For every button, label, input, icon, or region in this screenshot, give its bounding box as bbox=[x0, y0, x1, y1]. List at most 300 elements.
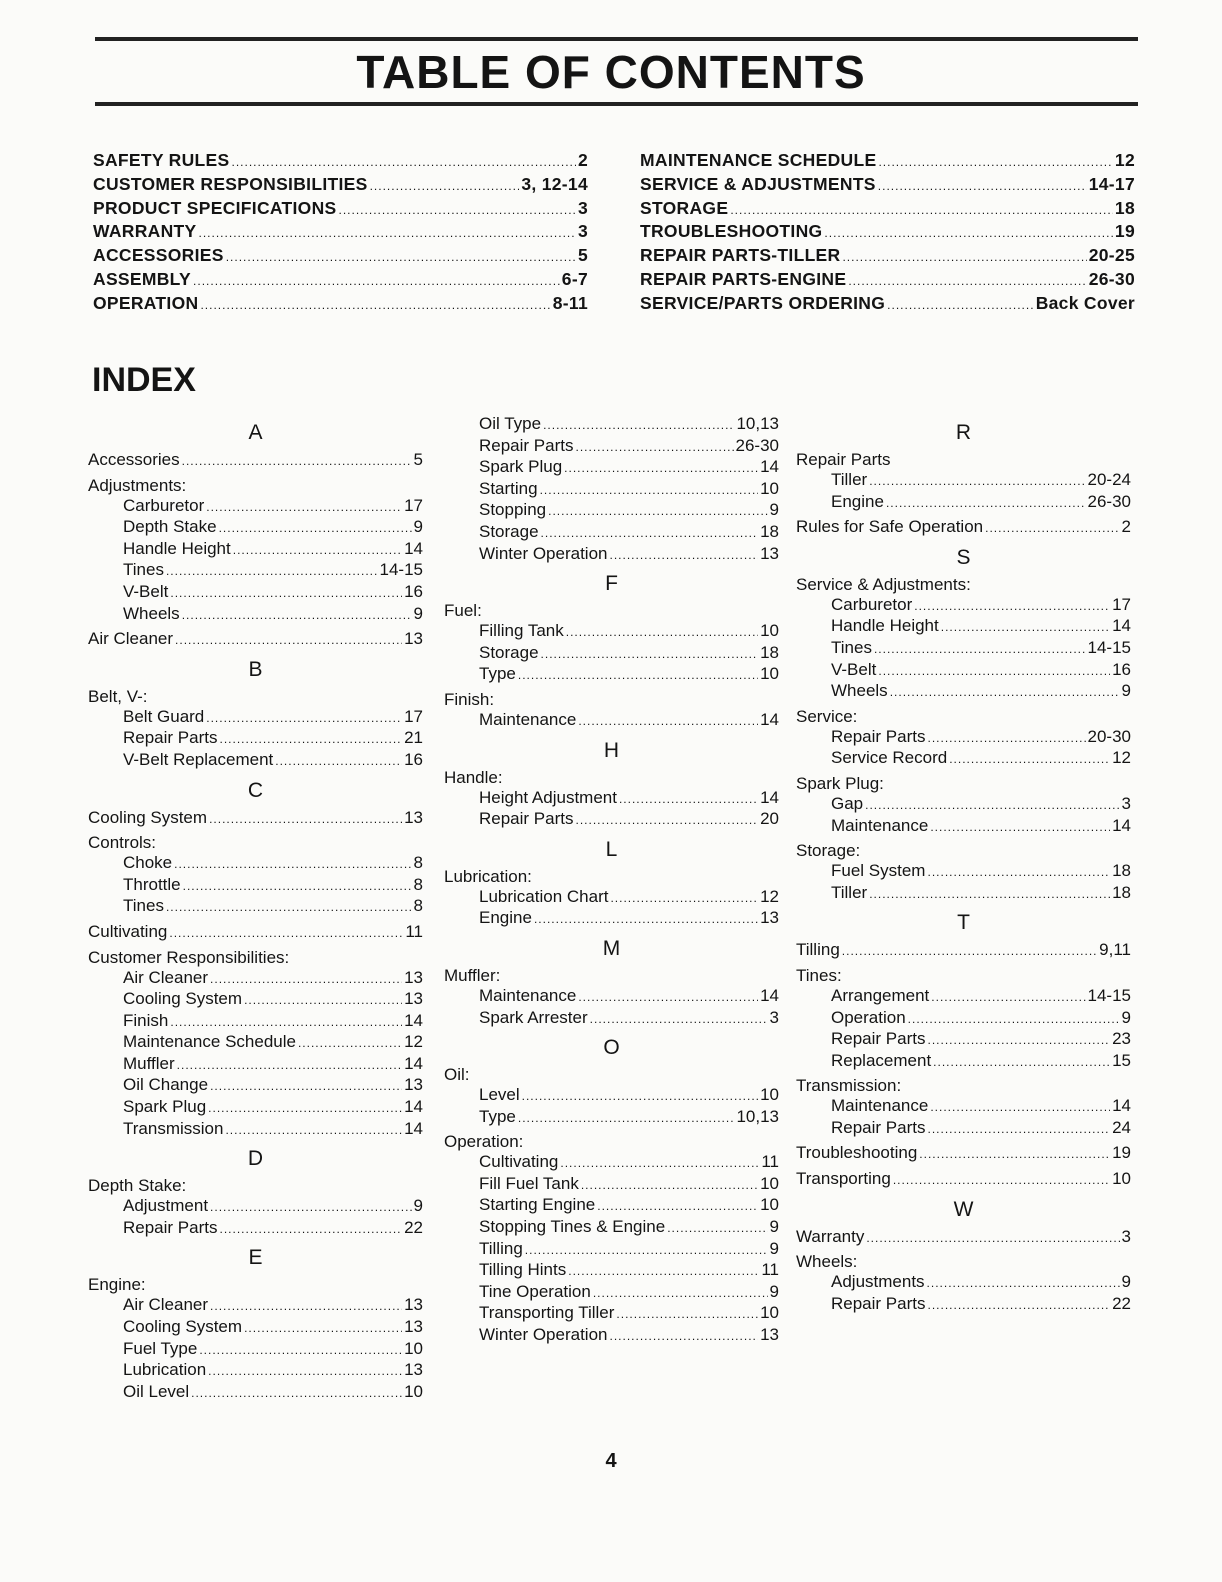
index-entry-page: 8 bbox=[413, 896, 423, 916]
index-entry-page: 3 bbox=[1121, 793, 1131, 813]
index-entry-label: Maintenance bbox=[479, 985, 577, 1005]
dot-leader bbox=[874, 640, 1086, 660]
dot-leader bbox=[878, 151, 1112, 175]
toc-entry-page: 14-17 bbox=[1088, 173, 1135, 194]
index-subentry bbox=[88, 1119, 423, 1141]
index-group-heading: Customer Responsibilities: bbox=[88, 947, 290, 967]
dot-leader bbox=[225, 1121, 402, 1141]
index-subentry bbox=[444, 908, 779, 930]
index-subentry bbox=[88, 896, 423, 918]
index-entry-label: Stopping Tines & Engine bbox=[479, 1217, 666, 1237]
dot-leader bbox=[824, 222, 1113, 246]
index-subentry bbox=[88, 1097, 423, 1119]
index-entry-page: 13 bbox=[760, 908, 779, 928]
index-subentry bbox=[444, 436, 779, 458]
toc-entry bbox=[93, 268, 588, 292]
index-letter-heading: L bbox=[605, 837, 618, 861]
dot-leader bbox=[219, 519, 412, 539]
index-subentry bbox=[796, 794, 1131, 816]
index-subentry bbox=[88, 853, 423, 875]
index-subentry bbox=[88, 1295, 423, 1317]
dot-leader bbox=[927, 1296, 1110, 1316]
dot-leader bbox=[275, 752, 402, 772]
index-subentry bbox=[444, 1085, 779, 1107]
dot-leader bbox=[566, 623, 758, 643]
index-entry-page: 9 bbox=[1121, 1272, 1131, 1292]
index-entry-label: Storage bbox=[479, 642, 539, 662]
toc-entry-label: REPAIR PARTS-TILLER bbox=[640, 245, 841, 266]
index-entry-page: 13 bbox=[404, 1075, 423, 1095]
dot-leader bbox=[370, 175, 520, 199]
index-entry-label: Repair Parts bbox=[479, 435, 574, 455]
toc-entry bbox=[640, 220, 1135, 244]
index-entry-page: 10 bbox=[760, 1303, 779, 1323]
index-entry-label: Troubleshooting bbox=[796, 1143, 918, 1163]
toc-entry-label: WARRANTY bbox=[93, 221, 197, 242]
index-entry-page: 15 bbox=[1112, 1050, 1131, 1070]
index-entry-label: Type bbox=[479, 664, 516, 684]
dot-leader bbox=[541, 524, 759, 544]
index-column-2 bbox=[444, 414, 779, 1347]
dot-leader bbox=[575, 438, 733, 458]
index-entry-label: Tilling Hints bbox=[479, 1260, 567, 1280]
index-entry-page: 11 bbox=[761, 1152, 779, 1172]
index-entry-page: 12 bbox=[1112, 748, 1131, 768]
index-entry-page: 14 bbox=[404, 538, 423, 558]
index-entry-label: Storage bbox=[479, 521, 539, 541]
dot-leader bbox=[177, 1056, 402, 1076]
index-entry-page: 16 bbox=[404, 749, 423, 769]
toc-entry-label: SAFETY RULES bbox=[93, 150, 230, 170]
dot-leader bbox=[590, 1010, 768, 1030]
index-group-heading: Service & Adjustments: bbox=[796, 574, 971, 594]
index-entry-page: 20-24 bbox=[1087, 470, 1131, 489]
index-subentry bbox=[444, 710, 779, 732]
index-entry-label: Oil Level bbox=[123, 1381, 190, 1401]
index-entry-label: Depth Stake bbox=[123, 517, 217, 537]
index-subentry bbox=[88, 1032, 423, 1054]
index-entry-label: Cooling System bbox=[88, 807, 208, 827]
dot-leader bbox=[616, 1305, 758, 1325]
toc-entry-label: OPERATION bbox=[93, 292, 199, 313]
dot-leader bbox=[208, 1099, 402, 1119]
toc-right-column bbox=[640, 149, 1135, 316]
dot-leader bbox=[226, 246, 576, 270]
dot-leader bbox=[170, 1013, 402, 1033]
index-entry-page: 3 bbox=[769, 1007, 779, 1027]
dot-leader bbox=[927, 1120, 1110, 1140]
index-group-heading: Service: bbox=[796, 706, 858, 726]
dot-leader bbox=[610, 546, 759, 566]
index-group-heading: Transmission: bbox=[796, 1076, 902, 1096]
index-entry-label: Carburetor bbox=[831, 594, 913, 614]
index-entry-label: Repair Parts bbox=[831, 1117, 926, 1137]
toc-entry bbox=[640, 268, 1135, 292]
index-entry-label: Repair Parts bbox=[479, 809, 574, 829]
toc-entry bbox=[93, 149, 588, 173]
index-entry-label: Fuel System bbox=[831, 861, 926, 881]
index-letter-heading: A bbox=[248, 421, 263, 444]
dot-leader bbox=[210, 1297, 402, 1317]
dot-leader bbox=[166, 898, 412, 918]
index-subentry bbox=[88, 604, 423, 626]
toc-entry-page: Back Cover bbox=[1035, 292, 1135, 313]
index-letter-heading: M bbox=[602, 936, 621, 960]
dot-leader bbox=[886, 494, 1086, 514]
index-entry-page: 10 bbox=[404, 1381, 423, 1401]
index-subentry bbox=[796, 470, 1131, 492]
index-entry-label: Wheels bbox=[123, 603, 180, 623]
toc-entry-page: 18 bbox=[1114, 197, 1135, 218]
dot-leader bbox=[543, 416, 734, 436]
dot-leader bbox=[941, 618, 1110, 638]
index-entry-label: V-Belt Replacement bbox=[123, 749, 274, 769]
index-subentry bbox=[88, 1218, 423, 1240]
toc-entry-page: 6-7 bbox=[561, 268, 588, 289]
index-subentry bbox=[796, 748, 1131, 770]
index-subentry bbox=[796, 986, 1131, 1008]
index-entry-label: Spark Plug bbox=[123, 1097, 207, 1117]
index-entry-page: 13 bbox=[404, 967, 423, 987]
dot-leader bbox=[914, 597, 1110, 617]
index-entry-label: Fill Fuel Tank bbox=[479, 1173, 579, 1193]
index-entry-page: 17 bbox=[404, 495, 423, 515]
index-entry-label: Maintenance bbox=[479, 709, 577, 729]
index-entry-page: 10 bbox=[760, 478, 779, 498]
toc-entry-page: 3 bbox=[577, 221, 588, 242]
index-subentry bbox=[796, 616, 1131, 638]
dot-leader bbox=[842, 246, 1086, 270]
index-entry-page: 14 bbox=[1112, 1096, 1131, 1116]
dot-leader bbox=[339, 199, 576, 223]
index-entry bbox=[796, 940, 1131, 962]
index-entry-page: 23 bbox=[1112, 1029, 1131, 1049]
index-entry-page: 10 bbox=[760, 1173, 779, 1193]
index-entry-page: 13 bbox=[404, 629, 423, 649]
index-entry-label: Throttle bbox=[123, 874, 181, 894]
index-entry-label: Gap bbox=[831, 793, 864, 813]
index-entry-page: 12 bbox=[760, 886, 779, 906]
index-entry-page: 10 bbox=[1112, 1169, 1131, 1189]
toc-entry-label: CUSTOMER RESPONSIBILITIES bbox=[93, 173, 368, 194]
dot-leader bbox=[166, 562, 378, 582]
index-entry-page: 16 bbox=[1112, 659, 1131, 679]
dot-leader bbox=[985, 519, 1119, 539]
dot-leader bbox=[200, 294, 550, 318]
dot-leader bbox=[610, 1327, 759, 1347]
index-group-heading: Adjustments: bbox=[88, 475, 187, 495]
index-entry-label: Repair Parts bbox=[123, 1217, 218, 1237]
dot-leader bbox=[175, 631, 402, 651]
index-entry-page: 21 bbox=[404, 728, 423, 748]
index-letter-heading: D bbox=[247, 1147, 264, 1171]
index-entry-label: Accessories bbox=[88, 450, 180, 469]
index-entry-label: Repair Parts bbox=[123, 728, 218, 748]
index-entry-page: 14 bbox=[760, 985, 779, 1005]
index-entry-label: Lubrication bbox=[123, 1360, 207, 1380]
dot-leader bbox=[182, 452, 412, 472]
index-entry-page: 14 bbox=[404, 1010, 423, 1030]
page-number: 4 bbox=[605, 1450, 617, 1472]
index-entry-label: Warranty bbox=[796, 1226, 865, 1246]
index-entry-label: Starting Engine bbox=[479, 1195, 596, 1215]
index-letter-heading: B bbox=[248, 657, 263, 681]
dot-leader bbox=[667, 1219, 767, 1239]
index-entry bbox=[796, 1169, 1131, 1191]
index-entry-label: Transporting Tiller bbox=[479, 1303, 615, 1323]
index-group-heading: Spark Plug: bbox=[796, 773, 884, 793]
toc-entry-label: ASSEMBLY bbox=[93, 268, 192, 289]
index-subentry bbox=[444, 1195, 779, 1217]
toc-entry-label: TROUBLESHOOTING bbox=[640, 221, 823, 242]
index-entry-label: Oil Type bbox=[479, 414, 542, 433]
index-subentry bbox=[444, 1303, 779, 1325]
index-entry-page: 19 bbox=[1112, 1143, 1131, 1163]
index-entry-page: 14-15 bbox=[1087, 637, 1131, 657]
dot-leader bbox=[170, 584, 402, 604]
index-entry-page: 3 bbox=[1121, 1226, 1131, 1246]
dot-leader bbox=[548, 502, 767, 522]
dot-leader bbox=[927, 1031, 1110, 1051]
index-entry-label: Muffler bbox=[123, 1053, 175, 1073]
index-entry-page: 13 bbox=[760, 1325, 779, 1345]
index-entry-page: 11 bbox=[761, 1260, 779, 1280]
index-entry-label: Wheels bbox=[831, 681, 888, 701]
index-entry-page: 14 bbox=[404, 1118, 423, 1138]
dot-leader bbox=[927, 863, 1110, 883]
index-entry-page: 9 bbox=[413, 603, 423, 623]
index-column-3 bbox=[796, 414, 1131, 1315]
dot-leader bbox=[183, 877, 412, 897]
toc-entry-label: SERVICE/PARTS ORDERING bbox=[640, 292, 886, 313]
index-entry-label: Operation bbox=[831, 1007, 906, 1027]
index-subentry bbox=[88, 1196, 423, 1218]
index-entry-page: 18 bbox=[1112, 861, 1131, 881]
index-entry-label: Repair Parts bbox=[831, 1293, 926, 1313]
index-entry-label: Cooling System bbox=[123, 989, 243, 1009]
index-subentry bbox=[796, 727, 1131, 749]
dot-leader bbox=[581, 1176, 758, 1196]
index-entry-label: Repair Parts bbox=[831, 726, 926, 746]
index-subentry bbox=[88, 1075, 423, 1097]
index-entry-label: Finish bbox=[123, 1010, 169, 1030]
index-entry-label: Maintenance bbox=[831, 815, 929, 835]
index-entry-label: Stopping bbox=[479, 500, 547, 520]
index-subentry bbox=[88, 707, 423, 729]
dot-leader bbox=[931, 988, 1085, 1008]
index-entry bbox=[88, 922, 423, 944]
index-entry-label: Repair Parts bbox=[831, 1029, 926, 1049]
index-group-heading: Belt, V-: bbox=[88, 686, 148, 706]
index-entry-page: 24 bbox=[1112, 1117, 1131, 1137]
index-entry-page: 9 bbox=[413, 517, 423, 537]
dot-leader bbox=[244, 1319, 402, 1339]
index-entry-label: Belt Guard bbox=[123, 706, 205, 726]
index-entry-page: 9 bbox=[413, 1196, 423, 1216]
index-letter-heading: T bbox=[957, 911, 970, 935]
index-entry bbox=[88, 808, 423, 830]
index-subentry bbox=[444, 1152, 779, 1174]
dot-leader bbox=[560, 1154, 759, 1174]
index-entry bbox=[796, 1143, 1131, 1165]
index-group-heading: Wheels: bbox=[796, 1252, 858, 1272]
toc-entry bbox=[640, 292, 1135, 316]
dot-leader bbox=[848, 270, 1086, 294]
dot-leader bbox=[878, 175, 1087, 199]
index-entry-label: Arrangement bbox=[831, 985, 930, 1005]
index-subentry bbox=[444, 414, 779, 436]
index-entry-label: Winter Operation bbox=[479, 543, 608, 563]
index-subentry bbox=[88, 1317, 423, 1339]
dot-leader bbox=[182, 606, 412, 626]
toc-entry-page: 2 bbox=[577, 150, 588, 170]
index-entry-page: 14 bbox=[1112, 616, 1131, 636]
index-subentry bbox=[444, 522, 779, 544]
dot-leader bbox=[730, 199, 1113, 223]
dot-leader bbox=[540, 481, 758, 501]
index-entry-label: Carburetor bbox=[123, 495, 205, 515]
index-group-heading: Repair Parts bbox=[796, 450, 891, 469]
dot-leader bbox=[169, 924, 403, 944]
index-subentry bbox=[796, 638, 1131, 660]
index-entry-label: V-Belt bbox=[123, 581, 169, 601]
dot-leader bbox=[206, 709, 402, 729]
dot-leader bbox=[206, 498, 402, 518]
toc-entry-page: 3 bbox=[577, 197, 588, 218]
index-entry-label: Spark Plug bbox=[479, 457, 563, 477]
index-entry-page: 12 bbox=[404, 1032, 423, 1052]
index-entry-page: 14 bbox=[1112, 815, 1131, 835]
index-group-heading: Operation: bbox=[444, 1132, 524, 1152]
dot-leader bbox=[593, 1284, 768, 1304]
dot-leader bbox=[210, 970, 402, 990]
dot-leader bbox=[208, 1362, 402, 1382]
index-letter-heading: C bbox=[247, 778, 264, 802]
toc-entry-page: 26-30 bbox=[1088, 268, 1135, 289]
index-entry-label: Spark Arrester bbox=[479, 1007, 588, 1027]
index-subentry bbox=[444, 479, 779, 501]
index-entry-page: 9 bbox=[769, 1238, 779, 1258]
index-entry-page: 11 bbox=[405, 921, 423, 941]
dot-leader bbox=[518, 666, 758, 686]
dot-leader bbox=[597, 1197, 758, 1217]
dot-leader bbox=[199, 1341, 402, 1361]
index-subentry bbox=[88, 517, 423, 539]
dot-leader bbox=[210, 1198, 411, 1218]
index-entry-label: Rules for Safe Operation bbox=[796, 517, 984, 537]
index-subentry bbox=[444, 986, 779, 1008]
index-subentry bbox=[444, 788, 779, 810]
dot-leader bbox=[865, 796, 1119, 816]
index-entry-page: 13 bbox=[404, 807, 423, 827]
index-entry-label: Fuel Type bbox=[123, 1338, 198, 1358]
index-subentry bbox=[88, 750, 423, 772]
index-entry-page: 10,13 bbox=[736, 1106, 779, 1126]
index-group-heading: Fuel: bbox=[444, 601, 482, 621]
index-entry-page: 26-30 bbox=[735, 435, 779, 455]
index-subentry bbox=[444, 1008, 779, 1030]
index-entry-page: 8 bbox=[413, 874, 423, 894]
dot-leader bbox=[232, 151, 576, 175]
dot-leader bbox=[869, 472, 1085, 492]
index-subentry bbox=[796, 861, 1131, 883]
dot-leader bbox=[191, 1384, 402, 1404]
dot-leader bbox=[209, 810, 402, 830]
index-entry-page: 16 bbox=[404, 581, 423, 601]
index-subentry bbox=[444, 1260, 779, 1282]
index-entry-label: Maintenance Schedule bbox=[123, 1032, 296, 1052]
index-subentry bbox=[444, 809, 779, 831]
index-entry-page: 10 bbox=[760, 1195, 779, 1215]
toc-entry-page: 5 bbox=[577, 245, 588, 266]
index-entry-label: Type bbox=[479, 1106, 516, 1126]
dot-leader bbox=[842, 942, 1097, 962]
index-entry-page: 18 bbox=[1112, 882, 1131, 902]
index-entry-label: Engine bbox=[831, 491, 884, 511]
dot-leader bbox=[619, 790, 758, 810]
index-subentry bbox=[796, 1118, 1131, 1140]
toc-entry-page: 12 bbox=[1114, 150, 1135, 170]
index-entry-label: Service Record bbox=[831, 748, 948, 768]
index-entry-page: 14 bbox=[404, 1097, 423, 1117]
index-entry-label: Cultivating bbox=[88, 921, 168, 941]
index-entry bbox=[88, 450, 423, 472]
index-subentry bbox=[796, 681, 1131, 703]
index-letter-heading: H bbox=[603, 738, 620, 762]
toc-entry-label: REPAIR PARTS-ENGINE bbox=[640, 268, 847, 289]
index-entry-label: Tines bbox=[123, 560, 164, 580]
index-entry-label: Height Adjustment bbox=[479, 787, 617, 807]
toc-entry-label: ACCESSORIES bbox=[93, 245, 224, 266]
dot-leader bbox=[930, 1098, 1110, 1118]
dot-leader bbox=[927, 729, 1085, 749]
index-subentry bbox=[444, 544, 779, 566]
toc-entry-page: 3, 12-14 bbox=[521, 173, 588, 194]
index-subentry bbox=[88, 496, 423, 518]
dot-leader bbox=[575, 811, 758, 831]
index-subentry bbox=[796, 492, 1131, 514]
index-subentry bbox=[796, 1096, 1131, 1118]
dot-leader bbox=[927, 1274, 1120, 1294]
index-entry-page: 9 bbox=[1121, 681, 1131, 701]
index-column-1 bbox=[88, 414, 423, 1403]
dot-leader bbox=[541, 645, 759, 665]
index-entry-page: 20 bbox=[760, 809, 779, 829]
index-letter-heading: E bbox=[248, 1246, 263, 1270]
index-entry-page: 10 bbox=[404, 1338, 423, 1358]
index-entry-page: 26-30 bbox=[1087, 491, 1131, 511]
toc-entry bbox=[640, 173, 1135, 197]
dot-leader bbox=[219, 1220, 402, 1240]
index-entry bbox=[88, 629, 423, 651]
toc-left-column bbox=[93, 149, 588, 316]
index-entry-page: 10 bbox=[760, 664, 779, 684]
index-entry-page: 22 bbox=[404, 1217, 423, 1237]
index-entry-label: Replacement bbox=[831, 1050, 932, 1070]
index-entry-label: Level bbox=[479, 1085, 520, 1105]
index-entry-page: 13 bbox=[404, 1317, 423, 1337]
index-entry-page: 13 bbox=[404, 989, 423, 1009]
index-group-heading: Controls: bbox=[88, 833, 157, 853]
index-subentry bbox=[796, 883, 1131, 905]
index-entry-page: 10 bbox=[760, 1085, 779, 1105]
index-subentry bbox=[444, 457, 779, 479]
index-entry-label: V-Belt bbox=[831, 659, 877, 679]
index-entry-label: Adjustment bbox=[123, 1196, 209, 1216]
index-subentry bbox=[88, 1339, 423, 1361]
index-subentry bbox=[88, 539, 423, 561]
index-entry-page: 18 bbox=[760, 642, 779, 662]
